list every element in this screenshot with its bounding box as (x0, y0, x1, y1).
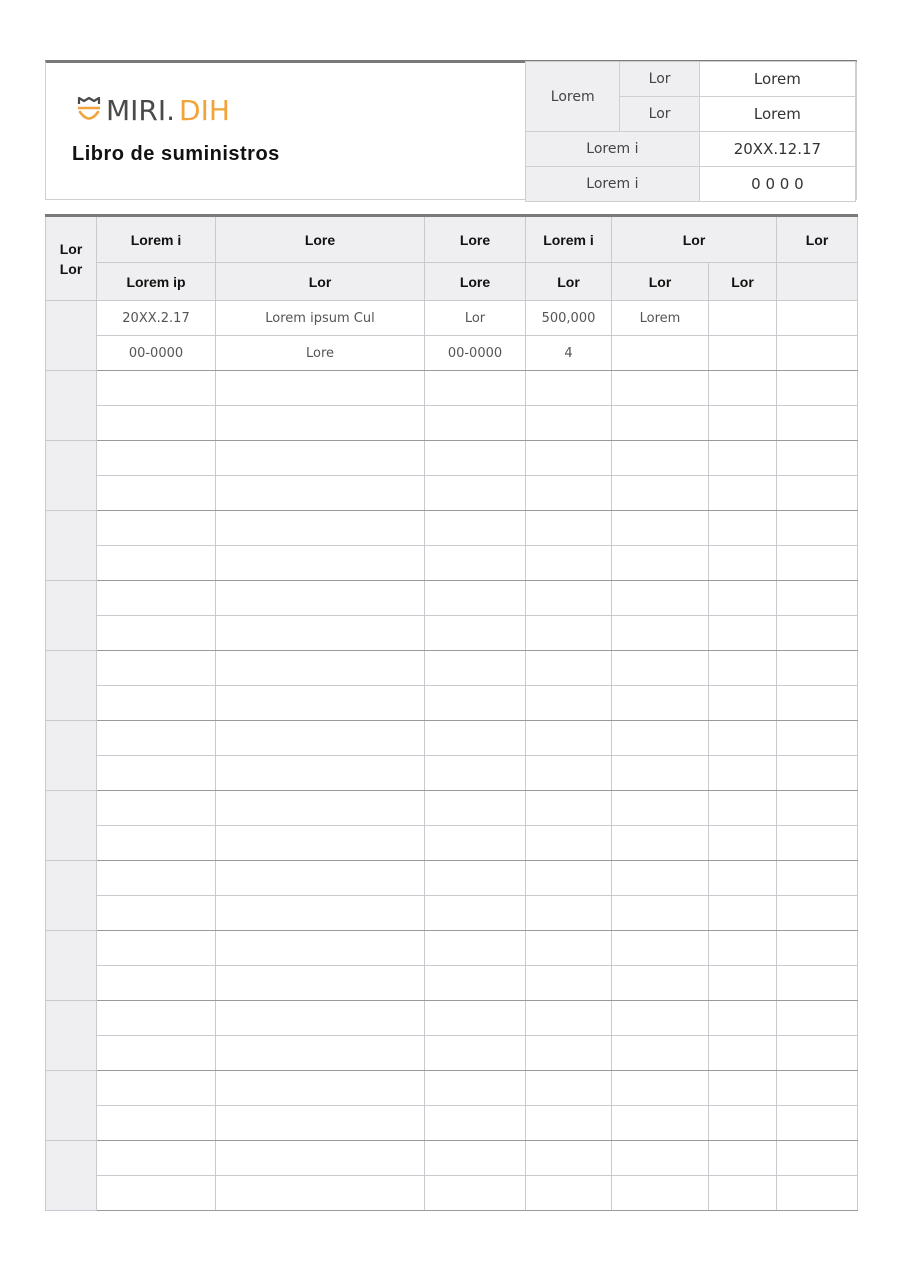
entry-cell[interactable] (425, 441, 526, 476)
entry-cell[interactable] (777, 721, 858, 756)
supplies-ledger-table (45, 214, 858, 1211)
entry-cell[interactable] (777, 931, 858, 966)
table-row (46, 1141, 858, 1176)
entry-number-cell[interactable] (46, 1071, 97, 1141)
entry-cell[interactable] (216, 1001, 425, 1036)
entry-cell[interactable] (425, 686, 526, 721)
entry-cell[interactable] (425, 1106, 526, 1141)
entry-cell[interactable] (216, 756, 425, 791)
entry-cell[interactable] (612, 861, 709, 896)
entry-cell[interactable] (97, 1071, 216, 1106)
entry-cell[interactable] (709, 686, 777, 721)
entry-cell[interactable] (216, 651, 425, 686)
entry-cell[interactable] (526, 581, 612, 616)
table-row (46, 1176, 858, 1211)
entry-cell[interactable] (612, 1141, 709, 1176)
entry-cell[interactable] (216, 966, 425, 1001)
entry-number-cell[interactable] (46, 441, 97, 511)
entry-cell[interactable] (97, 756, 216, 791)
entry-cell[interactable] (425, 371, 526, 406)
entry-cell[interactable] (216, 1176, 425, 1211)
entry-cell[interactable] (425, 791, 526, 826)
entry-cell[interactable] (709, 1106, 777, 1141)
table-row (46, 1106, 858, 1141)
entry-cell[interactable] (216, 791, 425, 826)
entry-amount-cell[interactable]: 4 (526, 336, 612, 371)
entry-number-cell[interactable] (46, 371, 97, 441)
entry-cell[interactable] (216, 861, 425, 896)
entry-cell[interactable] (97, 581, 216, 616)
entry-cell[interactable] (612, 476, 709, 511)
table-row (46, 966, 858, 1001)
entry-cell[interactable] (216, 1036, 425, 1071)
entry-cell[interactable] (777, 861, 858, 896)
table-row (46, 301, 858, 336)
header-col5: Lorem i (526, 216, 612, 263)
entry-cell[interactable] (526, 476, 612, 511)
entry-cell[interactable] (612, 406, 709, 441)
logo-text-accent: DIH (179, 93, 230, 127)
entry-cell[interactable] (216, 546, 425, 581)
entry-cell[interactable] (777, 371, 858, 406)
entry-cell[interactable] (612, 441, 709, 476)
entry-cell[interactable] (777, 756, 858, 791)
info-sub2-label: Lor (620, 97, 699, 132)
entry-cell[interactable] (425, 1036, 526, 1071)
entry-cell[interactable] (709, 966, 777, 1001)
entry-cell[interactable] (97, 931, 216, 966)
entry-cell[interactable] (97, 1036, 216, 1071)
entry-cell[interactable] (216, 1106, 425, 1141)
entry-cell[interactable] (526, 441, 612, 476)
cat-face-logo-icon (76, 95, 102, 125)
entry-cell[interactable] (97, 476, 216, 511)
entry-cell[interactable] (97, 1141, 216, 1176)
entry-cell[interactable] (97, 721, 216, 756)
entry-cell[interactable] (709, 511, 777, 546)
entry-number-cell[interactable] (46, 651, 97, 721)
subheader-col6a: Lor (612, 263, 709, 301)
entry-cell[interactable] (425, 406, 526, 441)
entry-cell[interactable] (425, 1141, 526, 1176)
entry-cell[interactable] (612, 1001, 709, 1036)
table-row (46, 1071, 858, 1106)
entry-cell[interactable] (425, 1001, 526, 1036)
entry-cell[interactable] (425, 756, 526, 791)
subheader-col2: Lorem ip (97, 263, 216, 301)
entry-ref-cell[interactable]: 00-0000 (425, 336, 526, 371)
entry-cell[interactable] (425, 1071, 526, 1106)
entry-cell[interactable] (709, 441, 777, 476)
entry-cell[interactable] (709, 651, 777, 686)
entry-cell[interactable] (777, 476, 858, 511)
subheader-col7 (777, 263, 858, 301)
entry-cell[interactable] (612, 1036, 709, 1071)
entry-cell[interactable] (526, 546, 612, 581)
table-row (46, 721, 858, 756)
entry-cell[interactable] (612, 896, 709, 931)
table-row (46, 756, 858, 791)
entry-cell[interactable] (777, 581, 858, 616)
entry-date-cell[interactable]: 20XX.2.17 (97, 301, 216, 336)
entry-cell[interactable] (97, 546, 216, 581)
entry-number-cell[interactable] (46, 1141, 97, 1211)
entry-cell[interactable] (709, 546, 777, 581)
entry-status-cell[interactable] (612, 336, 709, 371)
table-row (46, 686, 858, 721)
entry-cell[interactable] (425, 616, 526, 651)
entry-cell[interactable] (526, 511, 612, 546)
entry-cell[interactable] (777, 301, 858, 336)
entry-cell[interactable] (777, 336, 858, 371)
header-col6: Lor (612, 216, 777, 263)
entry-cell[interactable] (425, 546, 526, 581)
logo-text-main: MIRI (106, 93, 167, 127)
entry-cell[interactable] (97, 406, 216, 441)
entry-cell[interactable] (97, 686, 216, 721)
table-row (46, 1001, 858, 1036)
header-col2: Lorem i (97, 216, 216, 263)
entry-number-cell[interactable] (46, 1001, 97, 1071)
entry-cell[interactable] (216, 581, 425, 616)
entry-cell[interactable] (709, 1036, 777, 1071)
entry-cell[interactable] (216, 931, 425, 966)
entry-cell[interactable] (612, 1071, 709, 1106)
entry-cell[interactable] (526, 756, 612, 791)
logo-text-dot: . (166, 93, 176, 127)
entry-cell[interactable] (526, 826, 612, 861)
entry-cell[interactable] (526, 721, 612, 756)
info-date-value[interactable]: 20XX.12.17 (699, 132, 855, 167)
table-row (46, 931, 858, 966)
entry-cell[interactable] (97, 511, 216, 546)
entry-cell[interactable] (425, 826, 526, 861)
company-logo (76, 93, 230, 127)
entry-cell[interactable] (425, 896, 526, 931)
entry-cell[interactable] (709, 721, 777, 756)
entry-cell[interactable] (777, 406, 858, 441)
entry-cell[interactable] (709, 371, 777, 406)
entry-cell[interactable] (612, 546, 709, 581)
entry-cell[interactable] (526, 616, 612, 651)
entry-cell[interactable] (97, 1106, 216, 1141)
entry-cell[interactable] (709, 931, 777, 966)
info-sub1-label: Lor (620, 62, 699, 97)
table-row (46, 826, 858, 861)
entry-cell[interactable] (216, 721, 425, 756)
entry-status-cell[interactable]: Lorem (612, 301, 709, 336)
entry-cell[interactable] (526, 1036, 612, 1071)
entry-cell[interactable] (777, 966, 858, 1001)
entry-cell[interactable] (425, 966, 526, 1001)
entry-cell[interactable] (709, 336, 777, 371)
subheader-col3: Lor (216, 263, 425, 301)
entry-cell[interactable] (709, 1071, 777, 1106)
entry-cell[interactable] (216, 686, 425, 721)
ledger-body (46, 301, 858, 1211)
info-sub2-value[interactable]: Lorem (699, 97, 855, 132)
entry-ref-cell[interactable]: Lor (425, 301, 526, 336)
entry-number-cell[interactable] (46, 791, 97, 861)
entry-cell[interactable] (612, 931, 709, 966)
subheader-col5: Lor (526, 263, 612, 301)
table-row (46, 861, 858, 896)
entry-cell[interactable] (526, 1071, 612, 1106)
table-row (46, 511, 858, 546)
entry-number-cell[interactable] (46, 931, 97, 1001)
entry-cell[interactable] (777, 441, 858, 476)
entry-cell[interactable] (526, 1141, 612, 1176)
document-header (45, 60, 857, 200)
entry-number-cell[interactable] (46, 511, 97, 581)
entry-cell[interactable] (97, 651, 216, 686)
entry-cell[interactable] (612, 651, 709, 686)
entry-cell[interactable] (97, 966, 216, 1001)
entry-cell[interactable] (526, 651, 612, 686)
table-row (46, 546, 858, 581)
entry-cell[interactable] (777, 651, 858, 686)
header-entry-number (46, 216, 97, 301)
entry-item-cell[interactable]: Lorem ipsum Cul (216, 301, 425, 336)
entry-number-cell[interactable] (46, 581, 97, 651)
header-col3: Lore (216, 216, 425, 263)
entry-cell[interactable] (709, 476, 777, 511)
table-row (46, 406, 858, 441)
entry-cell[interactable] (612, 721, 709, 756)
entry-cell[interactable] (612, 686, 709, 721)
table-row (46, 476, 858, 511)
entry-cell[interactable] (709, 616, 777, 651)
entry-cell[interactable] (97, 861, 216, 896)
entry-amount-cell[interactable]: 500,000 (526, 301, 612, 336)
entry-cell[interactable] (709, 1141, 777, 1176)
entry-cell[interactable] (777, 1176, 858, 1211)
entry-cell[interactable] (612, 581, 709, 616)
entry-cell[interactable] (97, 791, 216, 826)
entry-cell[interactable] (777, 1036, 858, 1071)
entry-cell[interactable] (709, 1001, 777, 1036)
entry-cell[interactable] (709, 826, 777, 861)
document-info-table (525, 61, 856, 202)
header-entry-number-label: Lor Lor (59, 240, 83, 277)
entry-cell[interactable] (777, 826, 858, 861)
entry-cell[interactable] (216, 1071, 425, 1106)
entry-cell[interactable] (777, 896, 858, 931)
entry-cell[interactable] (425, 651, 526, 686)
entry-cell[interactable] (97, 826, 216, 861)
entry-cell[interactable] (526, 406, 612, 441)
entry-cell[interactable] (526, 371, 612, 406)
entry-date-cell[interactable]: 00-0000 (97, 336, 216, 371)
entry-cell[interactable] (526, 931, 612, 966)
entry-cell[interactable] (216, 476, 425, 511)
entry-cell[interactable] (425, 581, 526, 616)
table-row (46, 371, 858, 406)
info-number-value[interactable]: 0 0 0 0 (699, 167, 855, 202)
entry-cell[interactable] (777, 1071, 858, 1106)
entry-cell[interactable] (777, 1106, 858, 1141)
document-title: Libro de suministros (72, 143, 280, 165)
entry-item-cell[interactable]: Lore (216, 336, 425, 371)
entry-cell[interactable] (97, 616, 216, 651)
subheader-col4: Lore (425, 263, 526, 301)
entry-cell[interactable] (777, 511, 858, 546)
entry-cell[interactable] (216, 896, 425, 931)
entry-cell[interactable] (216, 406, 425, 441)
table-row (46, 616, 858, 651)
entry-cell[interactable] (526, 966, 612, 1001)
entry-cell[interactable] (97, 1176, 216, 1211)
entry-cell[interactable] (709, 406, 777, 441)
info-date-label: Lorem i (526, 132, 700, 167)
entry-cell[interactable] (612, 966, 709, 1001)
entry-cell[interactable] (216, 826, 425, 861)
table-row (46, 791, 858, 826)
entry-cell[interactable] (425, 511, 526, 546)
table-row (46, 581, 858, 616)
entry-cell[interactable] (709, 301, 777, 336)
entry-cell[interactable] (526, 791, 612, 826)
entry-cell[interactable] (526, 896, 612, 931)
table-row (46, 1036, 858, 1071)
entry-cell[interactable] (612, 791, 709, 826)
info-group-label: Lorem (526, 62, 620, 132)
entry-cell[interactable] (425, 931, 526, 966)
entry-cell[interactable] (777, 686, 858, 721)
entry-cell[interactable] (709, 1176, 777, 1211)
entry-cell[interactable] (425, 1176, 526, 1211)
entry-cell[interactable] (425, 476, 526, 511)
header-col7: Lor (777, 216, 858, 263)
entry-cell[interactable] (97, 371, 216, 406)
entry-cell[interactable] (777, 1141, 858, 1176)
table-row (46, 651, 858, 686)
entry-number-cell[interactable] (46, 301, 97, 371)
subheader-col6b: Lor (709, 263, 777, 301)
entry-cell[interactable] (777, 546, 858, 581)
entry-cell[interactable] (526, 1106, 612, 1141)
table-row (46, 336, 858, 371)
table-row (46, 441, 858, 476)
entry-cell[interactable] (425, 721, 526, 756)
entry-cell[interactable] (709, 896, 777, 931)
entry-cell[interactable] (526, 1176, 612, 1211)
entry-number-cell[interactable] (46, 721, 97, 791)
entry-cell[interactable] (216, 371, 425, 406)
entry-cell[interactable] (612, 1106, 709, 1141)
entry-cell[interactable] (526, 861, 612, 896)
entry-cell[interactable] (777, 1001, 858, 1036)
entry-cell[interactable] (216, 511, 425, 546)
header-col4: Lore (425, 216, 526, 263)
entry-cell[interactable] (709, 581, 777, 616)
info-number-label: Lorem i (526, 167, 700, 202)
info-sub1-value[interactable]: Lorem (699, 62, 855, 97)
entry-cell[interactable] (612, 616, 709, 651)
entry-cell[interactable] (97, 896, 216, 931)
entry-cell[interactable] (526, 686, 612, 721)
entry-cell[interactable] (709, 861, 777, 896)
entry-cell[interactable] (216, 1141, 425, 1176)
entry-cell[interactable] (612, 371, 709, 406)
entry-cell[interactable] (425, 861, 526, 896)
entry-cell[interactable] (526, 1001, 612, 1036)
entry-cell[interactable] (97, 441, 216, 476)
entry-cell[interactable] (216, 441, 425, 476)
entry-cell[interactable] (777, 791, 858, 826)
entry-cell[interactable] (612, 826, 709, 861)
entry-cell[interactable] (709, 791, 777, 826)
entry-cell[interactable] (97, 1001, 216, 1036)
entry-cell[interactable] (709, 756, 777, 791)
entry-cell[interactable] (777, 616, 858, 651)
entry-cell[interactable] (612, 1176, 709, 1211)
entry-cell[interactable] (216, 616, 425, 651)
entry-cell[interactable] (612, 756, 709, 791)
table-row (46, 896, 858, 931)
entry-cell[interactable] (612, 511, 709, 546)
entry-number-cell[interactable] (46, 861, 97, 931)
